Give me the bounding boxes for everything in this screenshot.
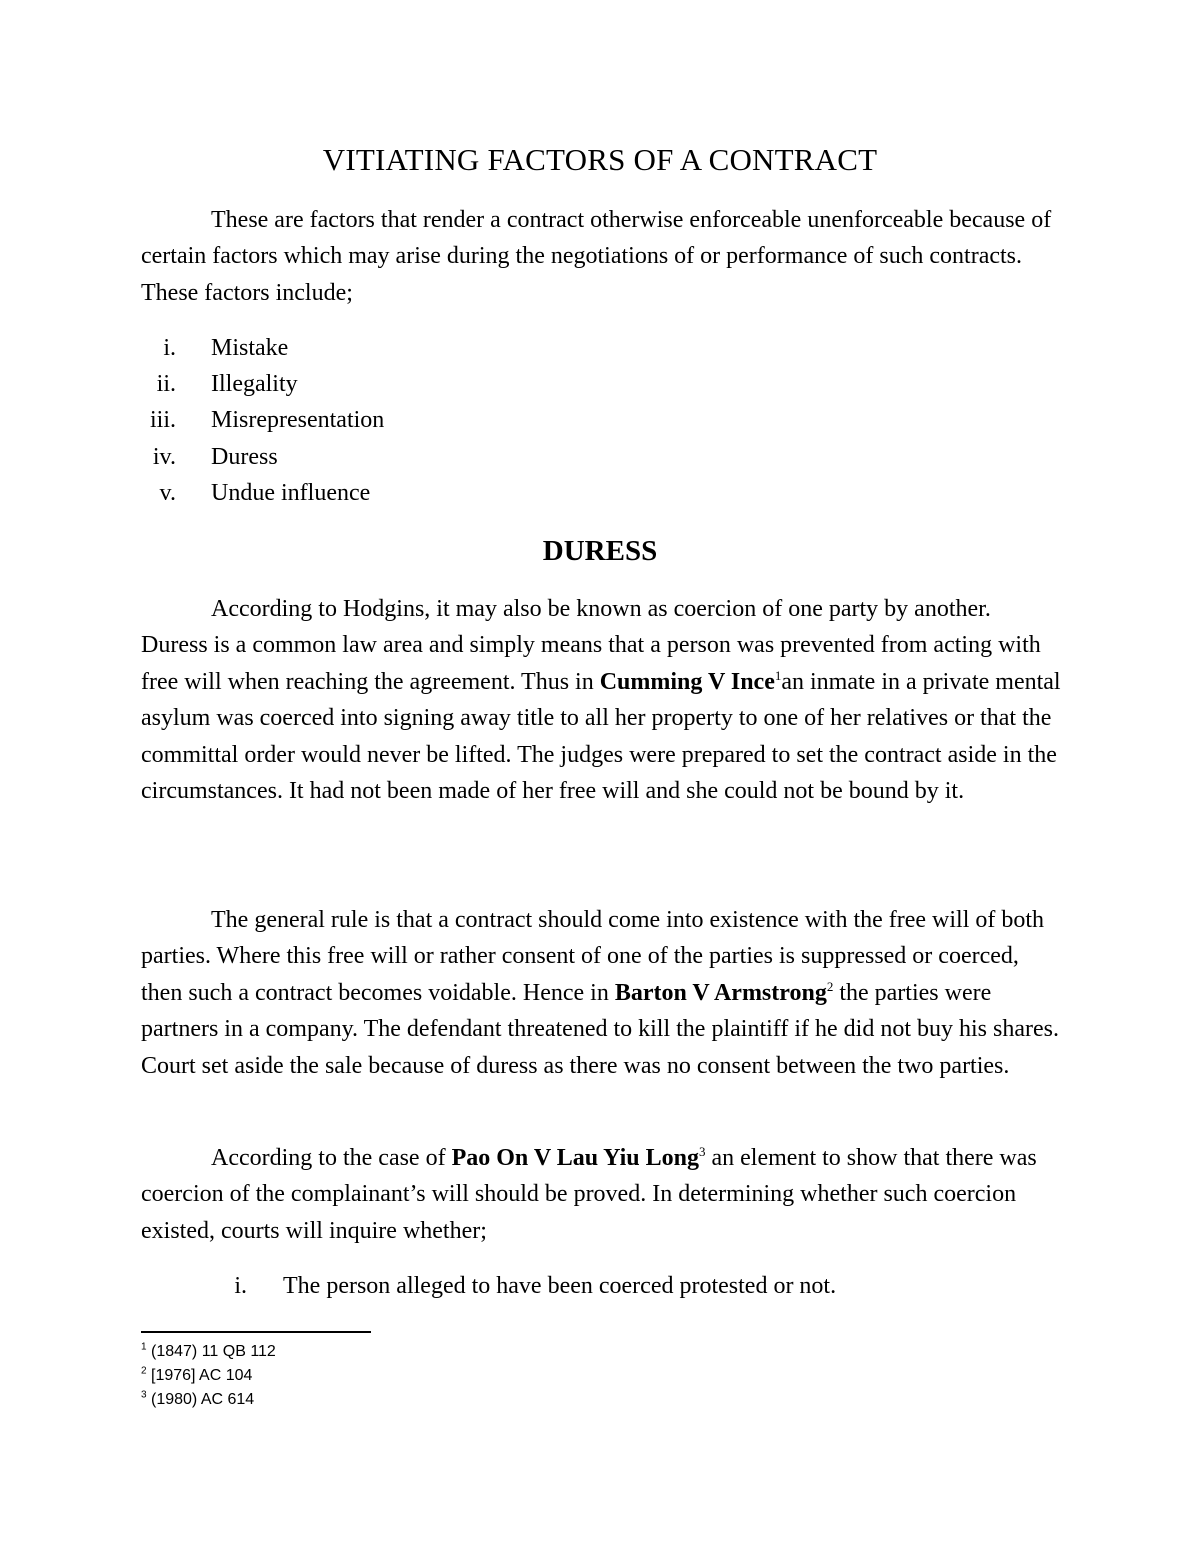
paragraph-text: According to the case of <box>211 1145 452 1171</box>
footnote-separator <box>141 1331 371 1333</box>
footnote-marker: 3 <box>141 1389 147 1401</box>
paragraph-text: The general rule is that a contract should come into existence with the free will of both parties. Where this free will or rather consent of one of the parties is suppressed or coerced, then such a contract becomes voidable. Hence in <box>141 907 1045 1006</box>
document-title: VITIATING FACTORS OF A CONTRACT <box>322 142 878 177</box>
section-heading-duress: DURESS <box>542 535 658 567</box>
list-item-number: iv. <box>152 443 176 470</box>
footnote-text: [1976] AC 104 <box>146 1367 253 1384</box>
list-item-label: Duress <box>211 443 278 470</box>
footnote-text: (1980) AC 614 <box>146 1391 255 1408</box>
list-item-label: Illegality <box>211 371 298 398</box>
paragraph-text: the parties were partners in a company. The defendant threatened to kill the plaintiff if he did not buy his shares. Court set aside the sale because of duress as there was no consent between the two parties. <box>141 979 1059 1079</box>
footnote <box>141 1340 276 1364</box>
footnote-marker: 1 <box>141 1341 147 1353</box>
footnote-ref[interactable]: 2 <box>826 978 834 994</box>
footnote <box>141 1388 276 1412</box>
footnote-marker: 2 <box>141 1365 147 1377</box>
list-item-number: v. <box>159 479 176 506</box>
case-name: Barton V Armstrong <box>614 979 827 1006</box>
footnote <box>141 1364 276 1388</box>
footnote-ref[interactable]: 3 <box>699 1144 706 1159</box>
footnote-ref[interactable]: 1 <box>774 667 782 683</box>
list-item-number: ii. <box>156 371 176 398</box>
paragraph-text: an element to show that there was coercion of the complainant’s will should be proved. In determining whether such coercion existed, courts will inquire whether; <box>141 1145 1037 1244</box>
duress-paragraph-3 <box>141 1140 1061 1249</box>
duress-paragraph-2 <box>141 902 1061 1084</box>
list-item-number: i. <box>163 335 176 361</box>
paragraph-text: an inmate in a private mental asylum was coerced into signing away title to all her property to one of her relatives or that the committal order would never be lifted. The judges were prepared to set the contract aside in the circumstances. It had not been made of her free will and she could not be bound by it. <box>141 668 1061 805</box>
intro-paragraph: These are factors that render a contract otherwise enforceable unenforceable because of certain factors which may arise during the negotiations of or performance of such contracts. These factors include; <box>141 207 1052 306</box>
list-item-number: i. <box>234 1273 247 1299</box>
list-item-label: Undue influence <box>211 479 371 506</box>
case-name: Cumming V Ince <box>599 668 775 695</box>
paragraph-text: According to Hodgins, it may also be known as coercion of one party by another. Duress is a common law area and simply means that a person was prevented from acting with free will when reaching the agreement. Thus in <box>141 596 1041 695</box>
list-item-label: Misrepresentation <box>211 407 385 434</box>
footnote-text: (1847) 11 QB 112 <box>146 1343 276 1360</box>
list-item-label: Mistake <box>211 335 289 361</box>
list-item-label: The person alleged to have been coerced protested or not. <box>283 1273 837 1299</box>
duress-paragraph-1 <box>141 591 1061 809</box>
list-item-number: iii. <box>149 407 176 434</box>
footnotes <box>141 1340 276 1412</box>
case-name: Pao On V Lau Yiu Long <box>451 1145 699 1171</box>
